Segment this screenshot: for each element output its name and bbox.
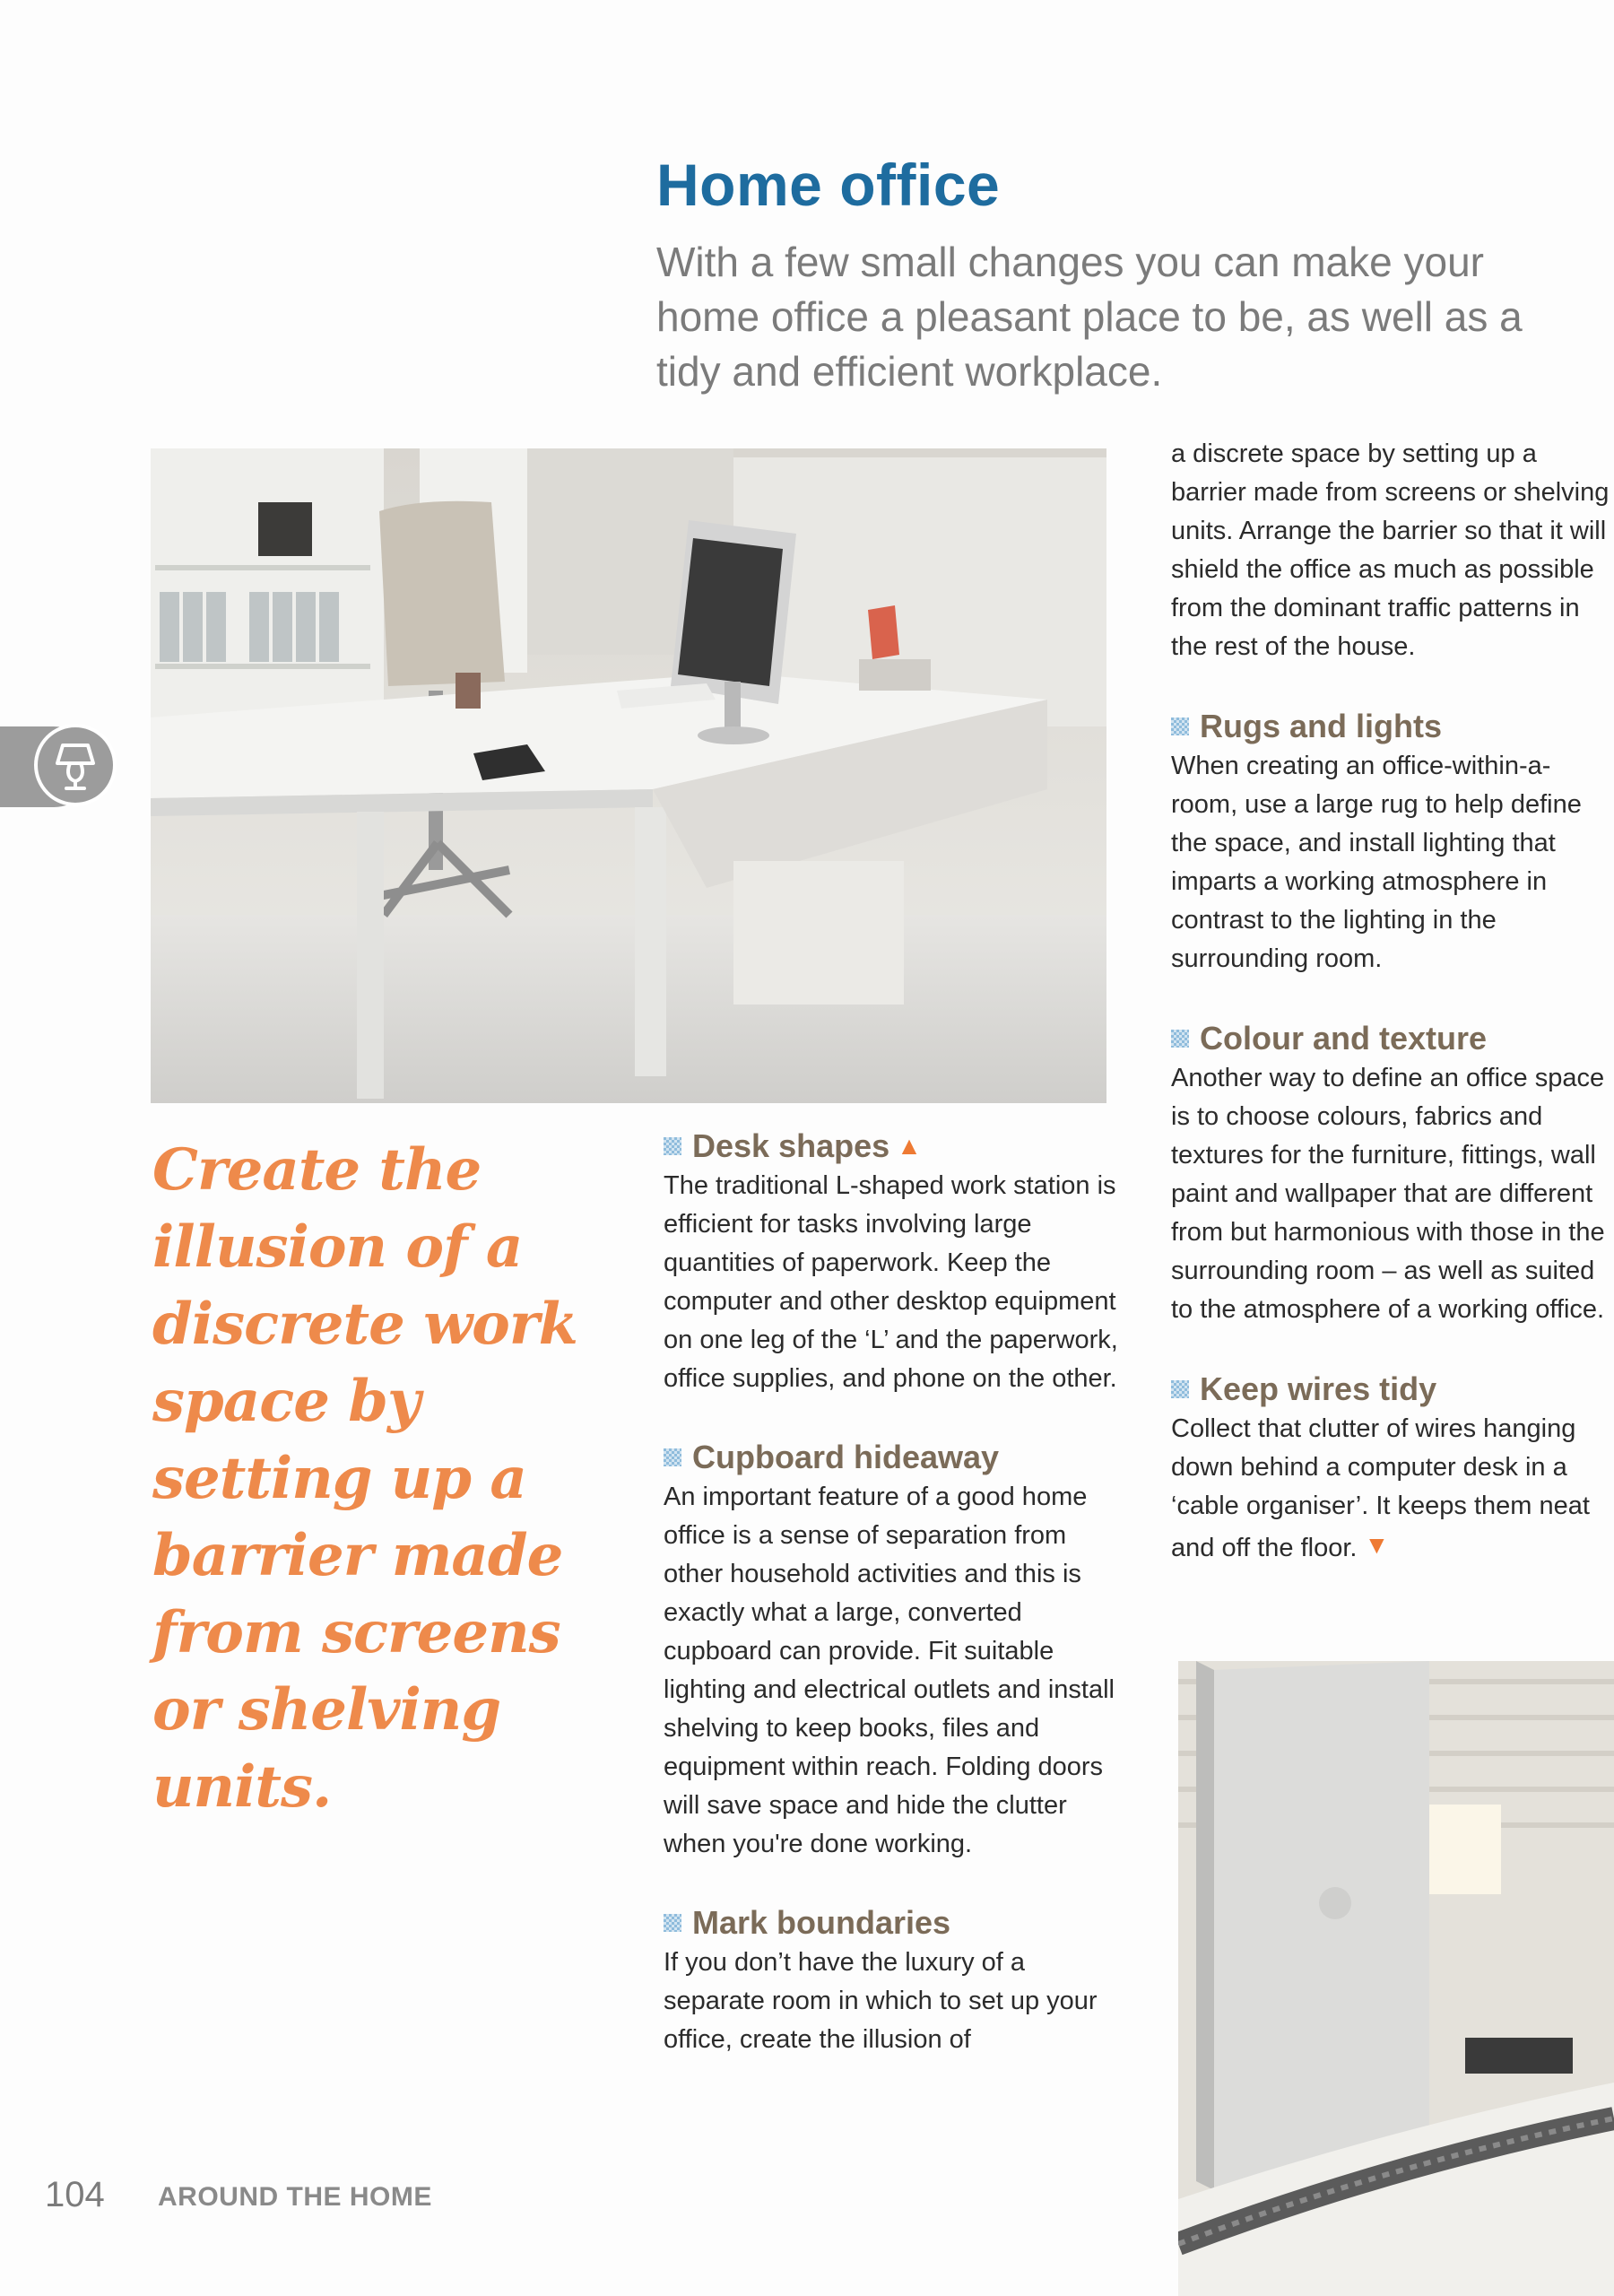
page-number: 104 [45,2175,105,2214]
section-heading: Desk shapes ▲ [664,1126,1130,1167]
section-cupboard-hideaway [664,1437,1130,1864]
continued-text [1171,435,1614,666]
up-arrow-icon: ▲ [897,1132,922,1160]
pull-quote: Create the illusion of a discrete work space by setting up a barrier made from screens or shelving units. [152,1136,577,1821]
section-text: Another way to define an office space is to choose colours, fabrics and textures for the furniture, fittings, wall paint and wallpaper that are different from but harmonious with those in the surrounding room – as well as suited to the atmosphere of a working office. [1171,1064,1605,1324]
section-text: a discrete space by setting up a barrier made from screens or shelving units. Arrange the barrier so that it will shield the office as much as possible from the dominant traffic patterns in the rest of the house. [1171,439,1610,661]
section-text: When creating an office-within-a-room, use a large rug to help define the space, and install lighting that imparts a working atmosphere in contrast to the lighting in the surrounding room. [1171,752,1582,973]
section-heading: Cupboard hideaway [664,1437,1130,1478]
section-text: An important feature of a good home office is a sense of separation from other household activities and this is exactly what a large, converted cupboard can provide. Fit suitable lighting and electrical outlets and install shelving to keep books, files and equipment within reach. Folding doors will save space and hide the clutter when you're done working. [664,1483,1115,1858]
right-column [1171,435,1614,1568]
section-heading: Mark boundaries [664,1902,1130,1944]
bullet-icon [1171,1030,1189,1048]
section-colour-and-texture [1171,1018,1614,1329]
down-arrow-icon: ▼ [1364,1531,1390,1559]
intro-text: With a few small changes you can make your home office a pleasant place to be, as well as a tidy and efficient workplace. [656,239,1523,395]
bullet-icon [664,1914,681,1932]
bullet-icon [664,1137,681,1155]
section-heading: Keep wires tidy [1171,1369,1614,1410]
lamp-icon [34,724,117,806]
running-footer: AROUND THE HOME [158,2182,432,2212]
section-desk-shapes [664,1126,1130,1398]
bullet-icon [1171,1380,1189,1398]
bullet-icon [1171,718,1189,735]
section-heading: Rugs and lights [1171,706,1614,747]
middle-column [664,1126,1130,2059]
page-title: Home office [656,152,1001,218]
laptop-photo [1178,1661,1614,2296]
section-text: The traditional L-shaped work station is efficient for tasks involving large quantities of paperwork. Keep the computer and other desktop equipment on one leg of the ‘L’ and the paperwork, office supplies, and phone on the other. [664,1171,1118,1393]
section-mark-boundaries [664,1902,1130,2059]
bullet-icon [664,1448,681,1466]
section-heading: Colour and texture [1171,1018,1614,1059]
section-rugs-and-lights [1171,706,1614,978]
section-keep-wires-tidy [1171,1369,1614,1568]
office-desk-photo [151,448,1106,1103]
section-text: If you don’t have the luxury of a separate room in which to set up your office, create the illusion of [664,1948,1098,2054]
section-text: Collect that clutter of wires hanging down behind a computer desk in a ‘cable organiser’. It keeps them neat and off the floor. ▼ [1171,1414,1590,1562]
